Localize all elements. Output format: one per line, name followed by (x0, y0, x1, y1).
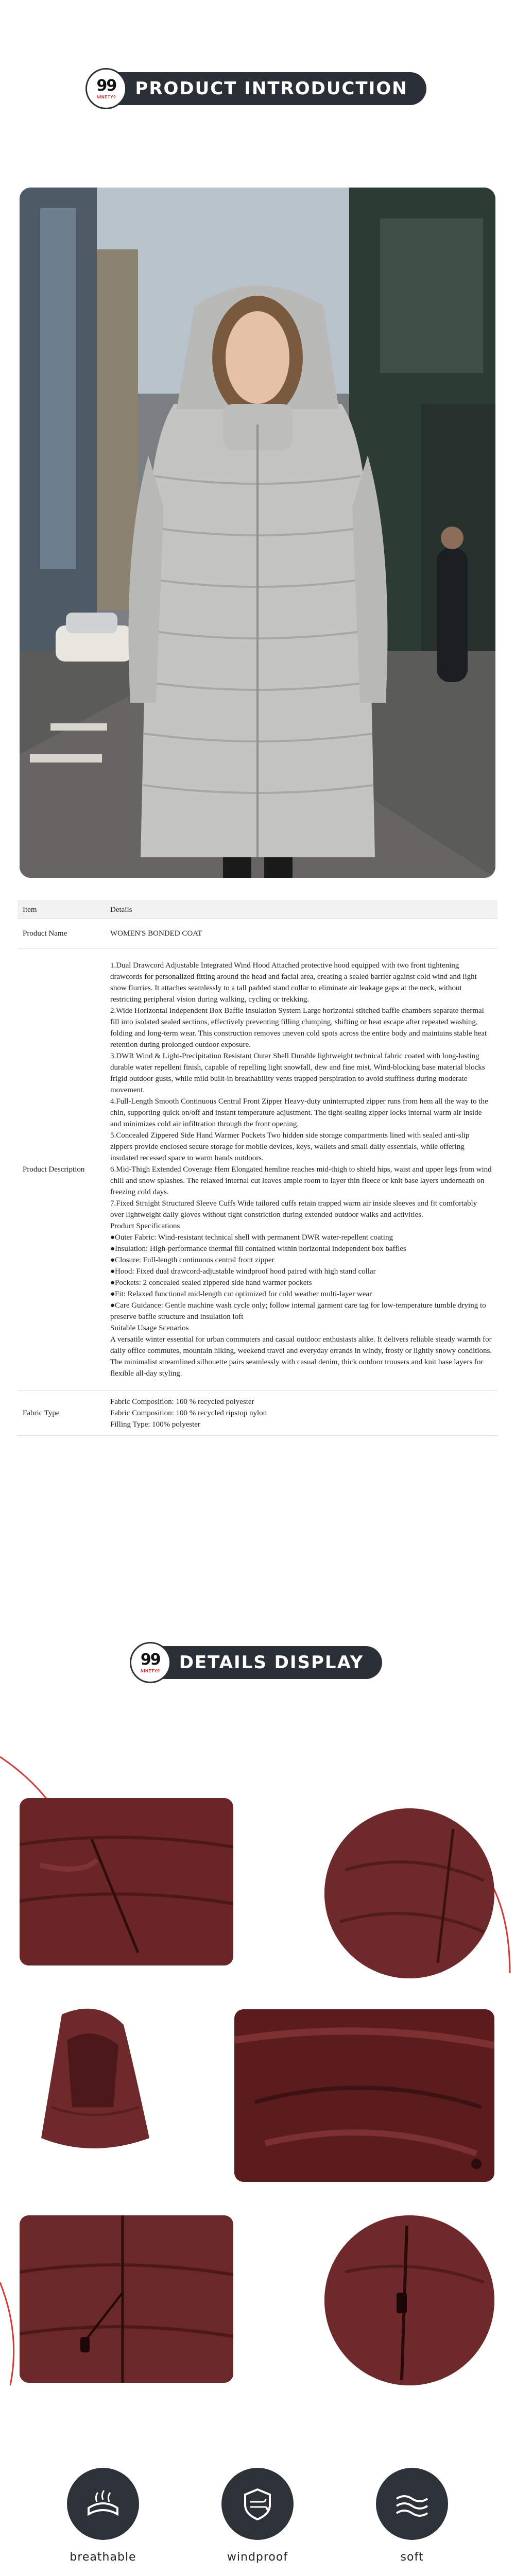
feature-label: windproof (227, 2551, 288, 2564)
section-title-pill (133, 1646, 383, 1679)
description-line: ●Care Guidance: Gentle machine wash cycle only; follow internal garment care tag for low-temperature tumble drying to preserve baffle structure and insulation loft (110, 1301, 486, 1321)
product-spec-table (18, 901, 497, 1436)
details-display-header (0, 1646, 515, 1679)
description-line: Suitable Usage Scenarios (110, 1324, 189, 1332)
fabric-line: Fabric Composition: 100 % recycled ripstop nylon (110, 1409, 267, 1417)
breathable-icon (67, 2468, 139, 2540)
description-line: Product Specifications (110, 1222, 180, 1230)
detail-lining-image (234, 2009, 494, 2182)
feature-label: breathable (70, 2551, 136, 2564)
detail-zipper-image (324, 2215, 494, 2385)
description-line: 7.Fixed Straight Structured Sleeve Cuffs Wide tailored cuffs retain trapped warm air inside sleeves and fit comfortably over lightweight daily gloves without tight constriction during extended outdoor walks and activities. (110, 1199, 477, 1219)
detail-hood-image (31, 2004, 154, 2159)
product-description-label: Product Description (18, 948, 105, 1391)
brand-logo (85, 68, 127, 109)
description-line: 4.Full-Length Smooth Continuous Central Front Zipper Heavy-duty uninterrupted zipper runs from hem all the way to the chin, supporting quick on/off and instant temperature adjustment. The tight-sealing zipper locks internal warm air inside and minimizes cold air infiltration through the front opening. (110, 1097, 488, 1128)
description-line: ●Closure: Full-length continuous central front zipper (110, 1256, 274, 1264)
description-line: 6.Mid-Thigh Extended Coverage Hem Elongated hemline reaches mid-thigh to shield hips, waist and upper legs from wind chill and snow splashes. The relaxed internal cut leaves ample room to layer thin fleece or knit base layers underneath on freezing cold days. (110, 1165, 492, 1196)
windproof-icon (221, 2468, 294, 2540)
brand-logo-number: 99 (140, 1650, 160, 1669)
description-line: ●Fit: Relaxed functional mid-length cut optimized for cold weather multi-layer wear (110, 1290, 372, 1298)
description-line: ●Outer Fabric: Wind-resistant technical shell with permanent DWR water-repellent coating (110, 1233, 393, 1242)
description-line: ●Insulation: High-performance thermal fill contained within horizontal independent box baffles (110, 1245, 406, 1253)
hero-product-photo (20, 188, 495, 878)
product-name-value: WOMEN'S BONDED COAT (105, 919, 497, 948)
table-header-item: Item (18, 901, 105, 919)
detail-drawcord-image (20, 2215, 233, 2383)
feature-breathable (46, 2468, 160, 2565)
product-introduction-header (0, 72, 515, 105)
table-row (18, 919, 497, 948)
section-title: PRODUCT INTRODUCTION (135, 78, 408, 99)
table-row (18, 1391, 497, 1436)
soft-icon (376, 2468, 448, 2540)
feature-windproof (201, 2468, 314, 2565)
fabric-line: Filling Type: 100% polyester (110, 1420, 200, 1429)
table-header-details: Details (105, 901, 497, 919)
brand-logo-text: NINETY9 (96, 94, 116, 99)
fabric-type-value (105, 1391, 497, 1436)
table-header-row (18, 901, 497, 919)
section-title: DETAILS DISPLAY (179, 1652, 364, 1673)
fabric-line: Fabric Composition: 100 % recycled polyester (110, 1398, 254, 1406)
description-line: A versatile winter essential for urban commuters and casual outdoor enthusiasts alike. It delivers reliable steady warmth for daily office commutes, mountain hiking, weekend travel and everyday errands in windy, frosty or lightly snowy conditions. The minimalist streamlined silhouette pairs seamlessly with casual denim, thick outdoor trousers and knit base layers for flexible all-day styling. (110, 1335, 492, 1378)
description-line: ●Pockets: 2 concealed sealed zippered side hand warmer pockets (110, 1279, 312, 1287)
section-title-pill (89, 72, 426, 105)
detail-pocket-image (20, 1798, 233, 1965)
description-line: ●Hood: Fixed dual drawcord-adjustable windproof hood paired with high stand collar (110, 1267, 376, 1276)
feature-label: soft (400, 2551, 424, 2564)
table-row (18, 948, 497, 1391)
product-description-value (105, 948, 497, 1391)
description-line: 5.Concealed Zippered Side Hand Warmer Pockets Two hidden side storage compartments lined with sealed anti-slip zippers provide enclosed secure storage for mobile devices, keys, wallets and small daily essentials, while offering insulated recessed space to warm hands outdoors. (110, 1131, 470, 1162)
description-line: 1.Dual Drawcord Adjustable Integrated Wind Hood Attached protective hood equipped with two front tightening drawcords for personalized fitting around the head and facial area, creating a sealed barrier against cold wind and light snow flurries. It attaches seamlessly to a tall padded stand collar to eliminate air leakage gaps at the neck, without restricting peripheral vision during walking, cycling or trekking. (110, 961, 477, 1004)
description-line: 2.Wide Horizontal Independent Box Baffle Insulation System Large horizontal stitched baffle chambers separate thermal fill into isolated sealed sections, effectively preventing filling clumping, shifting or heat escape after repeated washing, folding and long-term wear. This construction removes uneven cold spots across the entire body and maintains stable heat retention during prolonged outdoor exposure. (110, 1007, 487, 1049)
fabric-type-label: Fabric Type (18, 1391, 105, 1436)
description-line: 3.DWR Wind & Light-Precipitation Resistant Outer Shell Durable lightweight technical fabric coated with long-lasting durable water repellent finish, capable of repelling light snowfall, dew and fine mist. Wind-blocking base material blocks frigid outdoor gusts, while mild built-in breathability vents trapped perspiration to avoid stuffiness during moderate movement. (110, 1052, 485, 1094)
feature-soft (355, 2468, 469, 2565)
brand-logo-text: NINETY9 (141, 1668, 160, 1673)
brand-logo (130, 1642, 171, 1683)
brand-logo-number: 99 (96, 76, 116, 95)
product-name-label: Product Name (18, 919, 105, 948)
detail-cuff-image (324, 1808, 494, 1978)
